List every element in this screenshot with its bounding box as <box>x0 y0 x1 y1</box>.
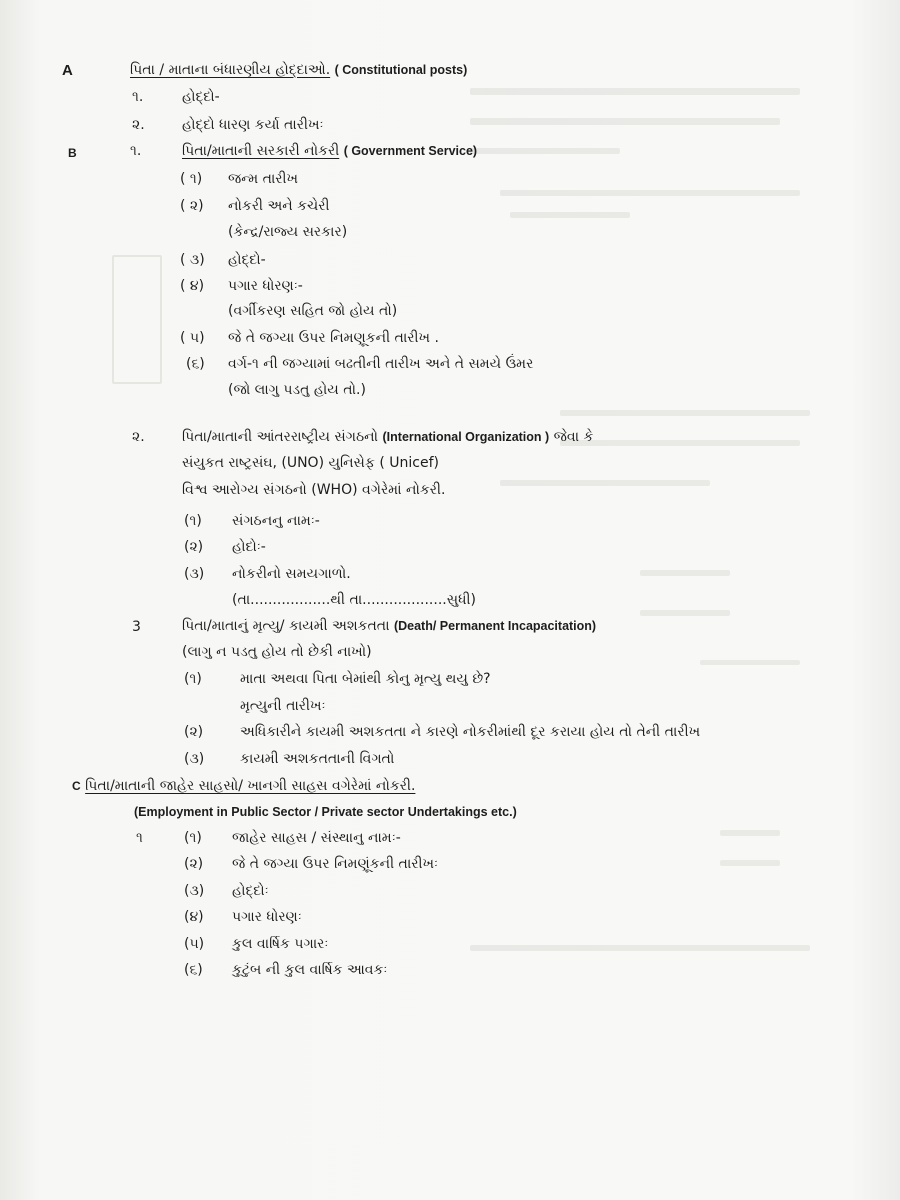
section-b-letter: B <box>68 146 77 160</box>
b1-item-text: નોકરી અને કચેરી <box>228 198 330 214</box>
section-c-heading <box>72 777 415 795</box>
b3-item-num: (૨) <box>184 724 204 740</box>
b2-line1-tail: જેવા કે <box>553 429 594 445</box>
b3-item-num: (૧) <box>184 671 202 687</box>
b2-item-text: (તા..................થી તા...................સુધી) <box>232 592 476 608</box>
section-a-item-num: ૨. <box>132 117 145 133</box>
section-b1-heading <box>182 142 477 160</box>
section-c-title: પિતા/માતાની જાહેર સાહસો/ ખાનગી સાહસ વગેરેમાં નોકરી. <box>85 778 416 794</box>
b2-item-num: (૩) <box>184 566 205 582</box>
b2-line1-text: પિતા/માતાની આંતરરાષ્ટ્રીય સંગઠનો <box>182 429 379 445</box>
section-a-title-en: ( Constitutional posts) <box>334 63 468 77</box>
bleed-through-mark <box>500 480 710 486</box>
section-b2-line3: વિશ્વ આરોગ્ય સંગઠનો (WHO) વગેરેમાં નોકરી. <box>182 482 446 498</box>
b1-item-text: (કેન્દ્ર/રાજ્ય સરકાર) <box>228 224 348 240</box>
b3-item-text: મૃત્યુની તારીખઃ <box>240 698 326 714</box>
bleed-through-mark <box>720 830 780 836</box>
section-b2-num: ૨. <box>132 429 145 445</box>
c-item-text: કુટુંબ ની કુલ વાર્ષિક આવકઃ <box>232 962 388 978</box>
b1-item-text: (વર્ગીકરણ સહિત જો હોય તો) <box>228 303 398 319</box>
b3-item-text: કાયમી અશકતતાની વિગતો <box>240 751 395 767</box>
bleed-through-mark <box>470 148 620 154</box>
b3-title: પિતા/માતાનું મૃત્યુ/ કાયમી અશકતતા <box>182 618 390 634</box>
bleed-through-mark <box>560 440 800 446</box>
section-b1-title-en: ( Government Service) <box>343 144 478 158</box>
b2-item-num: (૨) <box>184 539 204 555</box>
b3-item-text: અધિકારીને કાયમી અશકતતા ને કારણે નોકરીમાંથી દૂર કરાયા હોય તો તેની તારીખ <box>240 724 701 740</box>
c-item-text: હોદ્દોઃ <box>232 883 269 899</box>
section-b2-line2: સંયુકત રાષ્ટ્રસંઘ, (UNO) યુનિસેફ ( Unicef) <box>182 455 439 471</box>
bleed-through-mark <box>720 860 780 866</box>
section-c-sub-num: ૧ <box>136 830 143 846</box>
bleed-through-mark <box>640 610 730 616</box>
bleed-through-mark <box>510 212 630 218</box>
c-item-text: કુલ વાર્ષિક પગારઃ <box>232 936 329 952</box>
section-b1-num: ૧. <box>130 143 142 159</box>
b2-item-text: હોદોઃ- <box>232 539 266 555</box>
b1-item-text: વર્ગ-૧ ની જગ્યામાં બઢતીની તારીખ અને તે સમયે ઉંમર <box>228 356 534 372</box>
section-a-letter: A <box>62 62 73 79</box>
b1-item-text: પગાર ધોરણઃ- <box>228 278 303 294</box>
bleed-through-mark <box>470 118 780 125</box>
b1-item-num: ( ૩) <box>180 252 205 268</box>
b2-line1-en: (International Organization ) <box>382 430 550 444</box>
c-item-num: (૫) <box>184 936 205 952</box>
bleed-through-mark <box>640 570 730 576</box>
bleed-through-mark <box>470 88 800 95</box>
b2-item-num: (૧) <box>184 513 202 529</box>
section-a-item-text: હોદ્દો ધારણ કર્યા તારીખઃ <box>182 117 324 133</box>
c-item-text: જે તે જગ્યા ઉપર નિમણૂંકની તારીખઃ <box>232 856 439 872</box>
b1-item-text: જન્મ તારીખ <box>228 171 299 187</box>
bleed-through-mark <box>500 190 800 196</box>
b1-item-text: જે તે જગ્યા ઉપર નિમણૂકની તારીખ . <box>228 330 439 346</box>
c-item-text: જાહેર સાહસ / સંસ્થાનુ નામઃ- <box>232 830 401 846</box>
b3-title-en: (Death/ Permanent Incapacitation) <box>393 619 597 633</box>
section-b3-note: (લાગુ ન પડતુ હોય તો છેકી નાખો) <box>182 644 372 660</box>
b1-item-text: (જો લાગુ પડતુ હોય તો.) <box>228 382 366 398</box>
bleed-through-mark <box>700 660 800 665</box>
bleed-through-box <box>112 255 162 384</box>
c-item-text: પગાર ધોરણઃ <box>232 909 302 925</box>
b1-item-num: (૬) <box>186 356 205 372</box>
c-item-num: (૬) <box>184 962 203 978</box>
c-item-num: (૨) <box>184 856 204 872</box>
bleed-through-mark <box>470 945 810 951</box>
b1-item-text: હોદ્દો- <box>228 252 266 268</box>
section-a-title: પિતા / માતાના બંધારણીય હોદ્દાઓ. <box>130 62 331 78</box>
b2-item-text: સંગઠનનુ નામઃ- <box>232 513 320 529</box>
b3-item-num: (૩) <box>184 751 205 767</box>
c-item-num: (૩) <box>184 883 205 899</box>
section-b3-heading <box>182 617 596 635</box>
section-b1-title: પિતા/માતાની સરકારી નોકરી <box>182 143 340 159</box>
c-item-num: (૧) <box>184 830 202 846</box>
b1-item-num: ( ૫) <box>180 330 205 346</box>
c-item-num: (૪) <box>184 909 204 925</box>
b1-item-num: ( ૪) <box>180 278 205 294</box>
b3-item-text: માતા અથવા પિતા બેમાંથી કોનુ મૃત્યુ થયુ છે? <box>240 671 491 687</box>
section-c-letter: C <box>72 779 81 793</box>
section-b2-line1 <box>182 428 593 446</box>
section-a-item-text: હોદ્દો- <box>182 89 220 105</box>
section-a-heading <box>130 61 467 79</box>
b2-item-text: નોકરીનો સમયગાળો. <box>232 566 351 582</box>
section-c-title-en: (Employment in Public Sector / Private sector Undertakings etc.) <box>134 805 517 819</box>
bleed-through-mark <box>560 410 810 416</box>
section-b3-num: 3 <box>132 619 141 635</box>
b1-item-num: ( ૨) <box>180 198 204 214</box>
b1-item-num: ( ૧) <box>180 171 203 187</box>
section-a-item-num: ૧. <box>132 89 144 105</box>
